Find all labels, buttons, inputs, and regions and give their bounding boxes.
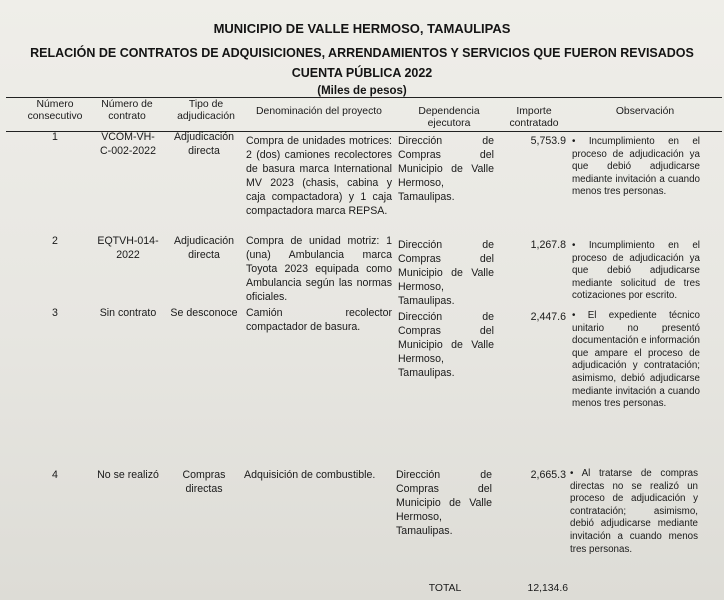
- row-4-numero: 4: [52, 469, 58, 481]
- row-1-observacion: • Incumplimiento en el proceso de adjudicación ya que debió adjudicarse mediante invitación a cuando menos tres personas.: [572, 136, 700, 198]
- row-1-contrato: VCOM-VH-C-002-2022: [100, 131, 156, 157]
- row-2-contrato: EQTVH-014-2022: [97, 235, 159, 261]
- report-title: RELACIÓN DE CONTRATOS DE ADQUISICIONES, ARRENDAMIENTOS Y SERVICIOS QUE FUERON REVISADOS: [30, 46, 694, 60]
- row-2-observacion: • Incumplimiento en el proceso de adjudicación ya que debió adjudicarse mediante solicitud de tres cotizaciones por escrito.: [572, 240, 700, 302]
- col-header-importe: Importe contratado: [509, 106, 559, 129]
- row-2-denominacion: Compra de unidad motriz: 1 (una) Ambulancia marca Toyota 2023 equipada como Ambulancia según las normas oficiales.: [246, 235, 392, 303]
- col-header-observacion: Observación: [615, 106, 675, 117]
- row-3-importe: 2,447.6: [530, 311, 566, 323]
- row-4-importe: 2,665.3: [530, 469, 566, 481]
- row-2-dependencia: Dirección de Compras del Municipio de Valle Hermoso, Tamaulipas.: [398, 239, 494, 307]
- table-top-rule: [6, 97, 722, 98]
- row-1-dependencia: Dirección de Compras del Municipio de Valle Hermoso, Tamaulipas.: [398, 135, 494, 203]
- total-label: TOTAL: [428, 583, 462, 594]
- total-value: 12,134.6: [527, 583, 568, 594]
- row-3-dependencia: Dirección de Compras del Municipio de Valle Hermoso, Tamaulipas.: [398, 311, 494, 379]
- row-4-observacion: • Al tratarse de compras directas no se realizó un proceso de adjudicación y contratación; asimismo, debió adjudicarse mediante invitación a cuando menos tres personas.: [570, 468, 698, 555]
- units-note: (Miles de pesos): [317, 85, 407, 97]
- col-header-numero-consecutivo: Número consecutivo: [27, 99, 83, 122]
- row-4-denominacion: Adquisición de combustible.: [244, 469, 376, 481]
- row-1-denominacion: Compra de unidades motrices: 2 (dos) camiones recolectores de basura marca International MV 2023 (chasis, cabina y caja compactadora) y 1 caja compactadora marca REPSA.: [246, 135, 392, 217]
- col-header-numero-contrato: Número de contrato: [101, 99, 153, 122]
- row-1-importe: 5,753.9: [530, 135, 566, 147]
- col-header-dependencia: Dependencia ejecutora: [418, 106, 480, 129]
- col-header-denominacion: Denominación del proyecto: [256, 106, 382, 117]
- row-2-tipo: Adjudicación directa: [173, 235, 235, 261]
- row-3-denominacion: Camión recolector compactador de basura.: [246, 307, 392, 333]
- report-period: CUENTA PÚBLICA 2022: [291, 66, 433, 80]
- row-2-importe: 1,267.8: [530, 239, 566, 251]
- municipality-title: MUNICIPIO DE VALLE HERMOSO, TAMAULIPAS: [213, 21, 511, 36]
- row-4-tipo: Compras directas: [182, 469, 226, 495]
- row-3-numero: 3: [52, 307, 58, 319]
- row-4-contrato: No se realizó: [97, 469, 159, 481]
- col-header-tipo-adjudicacion: Tipo de adjudicación: [177, 99, 235, 122]
- row-2-numero: 2: [52, 235, 58, 247]
- row-4-dependencia: Dirección de Compras del Municipio de Valle Hermoso, Tamaulipas.: [396, 469, 492, 537]
- row-1-numero: 1: [52, 131, 58, 143]
- row-3-contrato: Sin contrato: [99, 307, 157, 319]
- row-3-tipo: Se desconoce: [170, 307, 238, 319]
- row-1-tipo: Adjudicación directa: [173, 131, 235, 157]
- row-3-observacion: • El expediente técnico unitario no presentó documentación e información que ampare el proceso de adjudicación y contratación; asimismo, debió adjudicarse mediante invitación a cuando menos tres personas.: [572, 310, 700, 410]
